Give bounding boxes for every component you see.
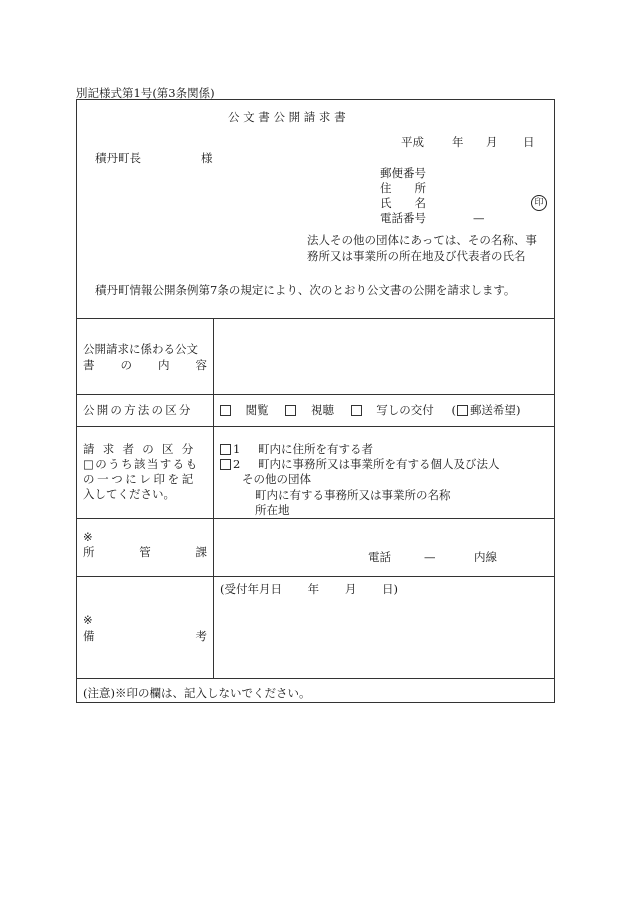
divider <box>77 678 554 679</box>
phone-dash: — <box>473 211 485 225</box>
view-checkbox[interactable] <box>220 405 231 416</box>
divider <box>77 426 554 427</box>
business-option-sub1: その他の団体 <box>242 472 311 486</box>
business-option-label: 町内に事務所又は事業所を有する個人及び法人 <box>257 457 500 471</box>
corporate-note-line1: 法人その他の団体にあっては、その名称、事 <box>307 233 537 247</box>
content-label-char: 内 <box>158 358 170 372</box>
department-label <box>83 545 207 560</box>
view-option-label: 閲覧 <box>245 403 269 417</box>
received-date <box>220 582 398 597</box>
form-caption: 別記様式第1号(第3条関係) <box>76 86 215 100</box>
requester-option1 <box>220 442 373 457</box>
department-phone-label: 電話 <box>368 550 391 564</box>
copy-option-label: 写しの交付 <box>376 403 434 417</box>
department-label-char: 課 <box>195 545 207 559</box>
content-label-char: の <box>120 358 132 372</box>
name-label: 氏 名 <box>380 196 426 210</box>
received-day: 日) <box>381 582 398 596</box>
department-extension-label: 内線 <box>474 550 497 564</box>
requester-option2 <box>220 457 499 472</box>
option-number: 1 <box>233 442 241 456</box>
received-year: 年 <box>307 582 320 596</box>
corporate-note-line2: 務所又は事業所の所在地及び代表者の氏名 <box>307 249 526 263</box>
business-option-sub3: 所在地 <box>255 503 290 517</box>
content-field[interactable] <box>214 319 555 394</box>
content-label-line1: 公開請求に係わる公文 <box>83 342 198 356</box>
mail-option-label: 郵送希望 <box>469 403 516 417</box>
request-form <box>76 99 555 703</box>
requester-label-line4: 入してください。 <box>83 487 175 501</box>
copy-checkbox[interactable] <box>351 405 362 416</box>
department-phone-dash: — <box>424 550 436 564</box>
option-number: 2 <box>233 457 241 471</box>
mail-open-paren: ( <box>451 403 456 417</box>
mail-close-paren: ) <box>515 403 521 417</box>
received-date-label: (受付年月日 <box>220 582 282 596</box>
divider <box>77 576 554 577</box>
remarks-label-char: 考 <box>195 629 207 643</box>
listen-checkbox[interactable] <box>285 405 296 416</box>
department-mark: ※ <box>83 530 93 544</box>
method-label: 公開の方法の区分 <box>83 403 193 417</box>
requester-label-line3: の一つにレ印を記 <box>83 472 196 486</box>
listen-option-label: 視聴 <box>310 403 334 417</box>
date-era: 平成 <box>401 135 424 149</box>
resident-option-label: 町内に住所を有する者 <box>257 442 373 456</box>
remarks-label-char: 備 <box>83 629 95 643</box>
remarks-label <box>83 629 207 644</box>
requester-label-line1: 請 求 者 の 区 分 <box>83 442 196 456</box>
postal-code-label: 郵便番号 <box>380 166 426 180</box>
phone-label: 電話番号 <box>380 211 426 225</box>
footer-note: (注意)※印の欄は、記入しないでください。 <box>83 686 311 700</box>
seal-mark-icon: 印 <box>531 195 547 211</box>
request-statement: 積丹町情報公開条例第7条の規定により、次のとおり公文書の公開を請求します。 <box>95 283 516 297</box>
content-label-char: 容 <box>195 358 207 372</box>
requester-label-line2: □のうち該当するも <box>83 457 199 471</box>
content-label-char: 書 <box>83 358 95 372</box>
business-option-sub2: 町内に有する事務所又は事業所の名称 <box>255 488 451 502</box>
date-day: 日 <box>523 135 535 149</box>
mail-checkbox[interactable] <box>457 405 468 416</box>
divider <box>77 518 554 519</box>
date-year: 年 <box>452 135 464 149</box>
honorific: 様 <box>201 151 213 165</box>
remarks-mark: ※ <box>83 613 93 627</box>
date-month: 月 <box>486 135 498 149</box>
business-checkbox[interactable] <box>220 459 231 470</box>
received-month: 月 <box>344 582 357 596</box>
department-label-char: 管 <box>139 545 151 559</box>
resident-checkbox[interactable] <box>220 444 231 455</box>
divider <box>77 394 554 395</box>
method-options <box>220 403 520 418</box>
department-label-char: 所 <box>83 545 95 559</box>
address-label: 住 所 <box>380 181 426 195</box>
addressee: 積丹町長 <box>95 151 141 165</box>
content-label-line2 <box>83 358 207 373</box>
form-title: 公 文 書 公 開 請 求 書 <box>228 110 346 124</box>
